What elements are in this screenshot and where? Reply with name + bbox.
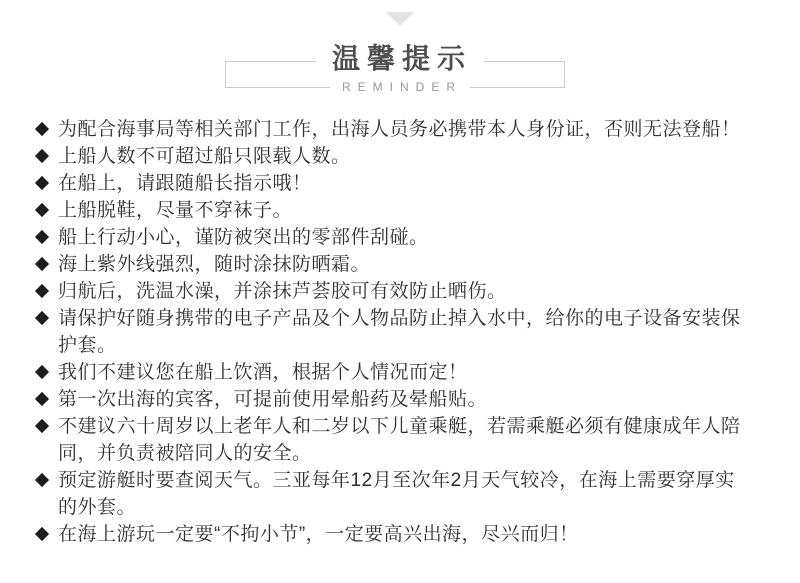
item-text-line: 同，并负责被陪同人的安全。	[58, 443, 312, 464]
list-item	[34, 170, 780, 197]
item-text-line: 我们不建议您在船上饮酒，根据个人情况而定！	[58, 362, 468, 383]
diamond-bullet-icon	[35, 284, 49, 298]
list-item	[34, 359, 780, 386]
item-text-line: 归航后，洗温水澡，并涂抹芦荟胶可有效防止晒伤。	[58, 281, 507, 302]
diamond-bullet-icon	[35, 176, 49, 190]
list-item	[34, 386, 780, 413]
item-text-line: 在海上游玩一定要“不拘小节”，一定要高兴出海，尽兴而归！	[58, 524, 579, 545]
item-text	[58, 278, 780, 305]
item-text-line: 上船人数不可超过船只限载人数。	[58, 146, 351, 167]
list-item	[34, 143, 780, 170]
item-text-line: 上船脱鞋，尽量不穿袜子。	[58, 200, 293, 221]
item-text-line: 不建议六十周岁以上老年人和二岁以下儿童乘艇，若需乘艇必须有健康成年人陪	[58, 416, 741, 437]
diamond-bullet-icon	[35, 365, 49, 379]
item-text	[58, 521, 780, 548]
item-text	[58, 116, 780, 143]
item-text	[58, 224, 780, 251]
page-subtitle: REMINDER	[330, 80, 470, 95]
item-text-line: 第一次出海的宾客，可提前使用晕船药及晕船贴。	[58, 389, 488, 410]
list-item	[34, 278, 780, 305]
diamond-bullet-icon	[35, 473, 49, 487]
list-item	[34, 305, 780, 359]
item-text	[58, 413, 780, 467]
item-text	[58, 197, 780, 224]
item-text-line: 预定游艇时要查阅天气。三亚每年12月至次年2月天气较冷，在海上需要穿厚实	[58, 470, 735, 491]
reminder-list	[34, 116, 780, 548]
page-title: 温馨提示	[316, 42, 484, 76]
list-item	[34, 467, 780, 521]
item-text	[58, 170, 780, 197]
item-text	[58, 251, 780, 278]
item-text-line: 在船上，请跟随船长指示哦！	[58, 173, 312, 194]
item-text	[58, 143, 780, 170]
item-text-line: 的外套。	[58, 497, 137, 518]
item-text	[58, 386, 780, 413]
item-text-line: 海上紫外线强烈，随时涂抹防晒霜。	[58, 254, 371, 275]
triangle-down-icon	[386, 12, 414, 26]
diamond-bullet-icon	[35, 230, 49, 244]
item-text-line: 请保护好随身携带的电子产品及个人物品防止掉入水中，给你的电子设备安装保	[58, 308, 741, 329]
item-text	[58, 305, 780, 359]
diamond-bullet-icon	[35, 257, 49, 271]
diamond-bullet-icon	[35, 419, 49, 433]
list-item	[34, 413, 780, 467]
item-text-line: 船上行动小心，谨防被突出的零部件刮碰。	[58, 227, 429, 248]
item-text-line: 为配合海事局等相关部门工作，出海人员务必携带本人身份证，否则无法登船！	[58, 119, 741, 140]
diamond-bullet-icon	[35, 311, 49, 325]
list-item	[34, 197, 780, 224]
list-item	[34, 521, 780, 548]
item-text	[58, 467, 780, 521]
list-item	[34, 116, 780, 143]
diamond-bullet-icon	[35, 527, 49, 541]
list-item	[34, 251, 780, 278]
diamond-bullet-icon	[35, 122, 49, 136]
list-item	[34, 224, 780, 251]
diamond-bullet-icon	[35, 149, 49, 163]
item-text	[58, 359, 780, 386]
item-text-line: 护套。	[58, 335, 117, 356]
diamond-bullet-icon	[35, 392, 49, 406]
diamond-bullet-icon	[35, 203, 49, 217]
